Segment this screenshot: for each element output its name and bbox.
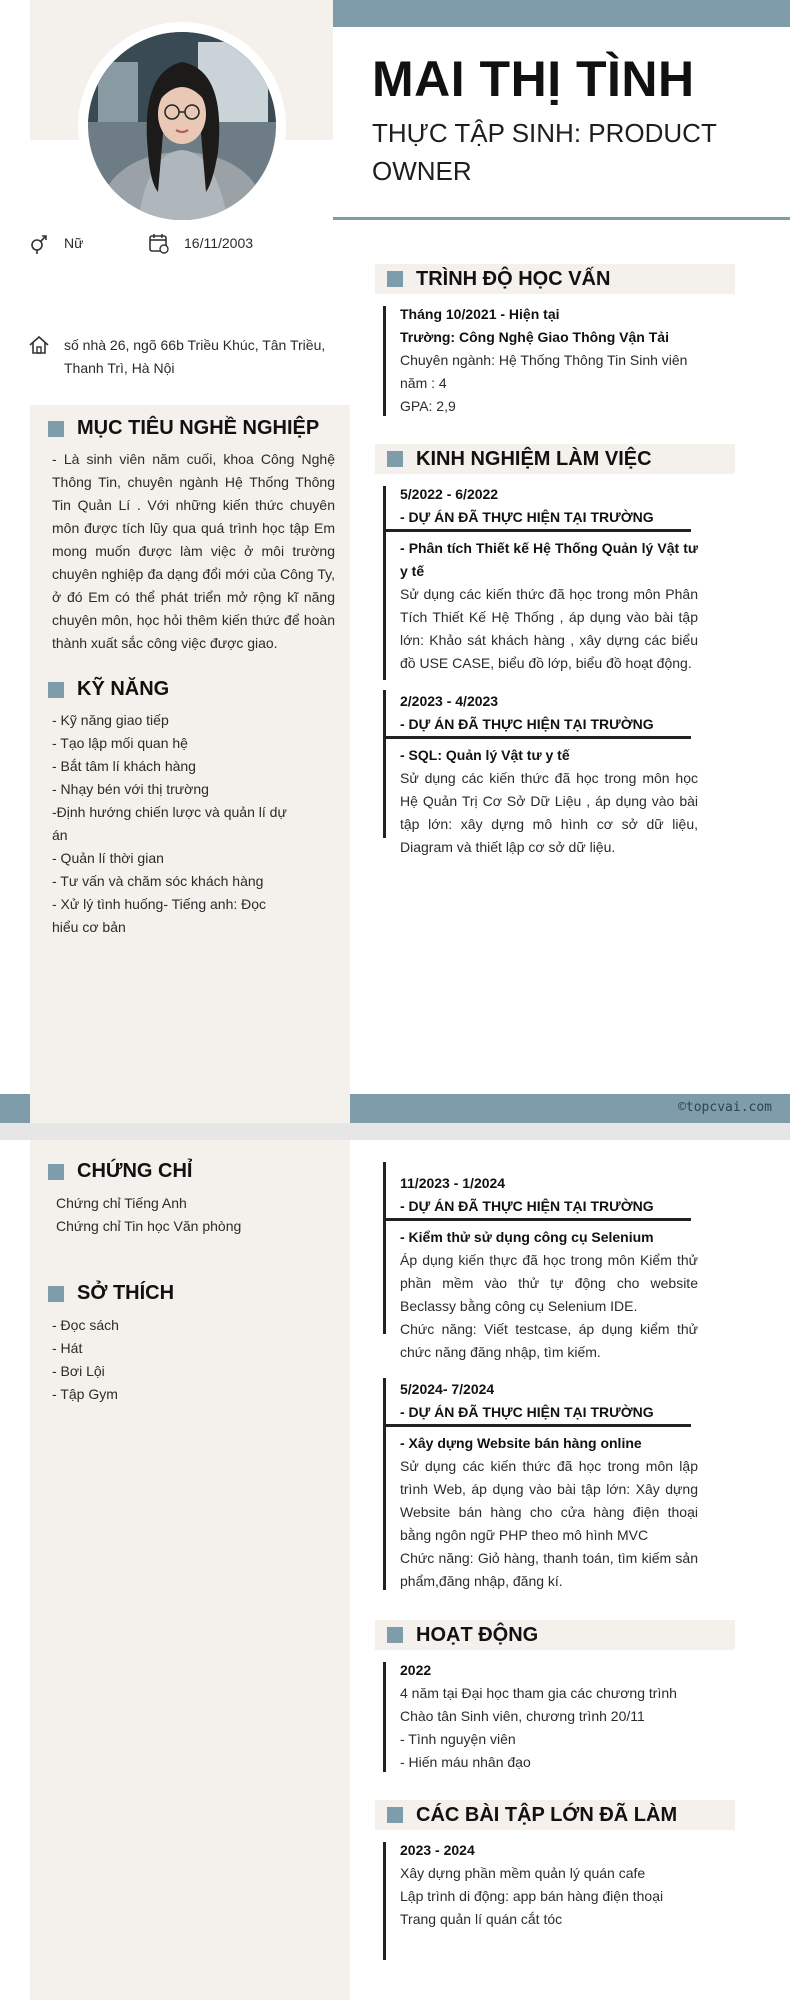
experience-item-3-body <box>400 1226 698 1364</box>
experience-item-4-header <box>400 1378 698 1424</box>
experience-divider <box>385 1218 691 1221</box>
experience-project: - Kiểm thử sử dụng công cụ Selenium <box>400 1229 654 1245</box>
certificates-heading <box>48 1160 192 1183</box>
experience-divider <box>385 736 691 739</box>
list-item: Xây dựng phần mềm quản lý quán cafe <box>400 1865 646 1881</box>
experience-type: - DỰ ÁN ĐÃ THỰC HIỆN TẠI TRƯỜNG <box>400 1198 654 1214</box>
experience-type: - DỰ ÁN ĐÃ THỰC HIỆN TẠI TRƯỜNG <box>400 716 654 732</box>
experience-item-4-body <box>400 1432 698 1593</box>
timeline-line <box>383 1842 386 1960</box>
list-item: Chứng chỉ Tin học Văn phòng <box>56 1218 242 1234</box>
list-item: - Tập Gym <box>52 1386 118 1402</box>
experience-project: - Xây dựng Website bán hàng online <box>400 1435 642 1451</box>
list-item: - Hiến máu nhân đạo <box>400 1754 531 1770</box>
experience-period: 2/2023 - 4/2023 <box>400 693 499 709</box>
timeline-line <box>383 1662 386 1772</box>
page-gap <box>0 1123 790 1140</box>
list-item: hiểu cơ bản <box>52 919 126 935</box>
list-item: - Kỹ năng giao tiếp <box>52 712 169 728</box>
hobbies-title: SỞ THÍCH <box>77 1282 175 1304</box>
gender-value: Nữ <box>64 235 84 251</box>
experience-item-2-header <box>400 690 698 736</box>
experience-func: Chức năng: Viết testcase, áp dụng kiểm thử chức năng đăng nhập, tìm kiếm. <box>400 1321 698 1360</box>
timeline-line <box>383 690 386 838</box>
gender-icon <box>28 232 50 254</box>
objective-title: MỤC TIÊU NGHỀ NGHIỆP <box>77 417 320 439</box>
section-square-icon <box>48 1286 64 1302</box>
avatar <box>88 32 276 220</box>
list-item: - Tạo lập mối quan hệ <box>52 735 188 751</box>
experience-period: 11/2023 - 1/2024 <box>400 1175 506 1191</box>
experience-type: - DỰ ÁN ĐÃ THỰC HIỆN TẠI TRƯỜNG <box>400 509 654 525</box>
certificates-title: CHỨNG CHỈ <box>77 1160 193 1182</box>
activities-title: HOẠT ĐỘNG <box>416 1623 539 1646</box>
experience-func: Chức năng: Giỏ hàng, thanh toán, tìm kiếm sản phẩm,đăng nhập, đăng kí. <box>400 1550 698 1589</box>
skills-heading <box>48 678 169 701</box>
section-square-icon <box>387 1627 403 1643</box>
assignments-period: 2023 - 2024 <box>400 1842 475 1858</box>
experience-period: 5/2024- 7/2024 <box>400 1381 495 1397</box>
experience-desc: Sử dụng các kiến thức đã học trong môn học Hệ Quản Trị Cơ Sở Dữ Liệu , áp dụng vào bài tập lớn: xây dựng mô hình cơ sở dữ liệu, Diagram và thiết lập cơ sở dữ liệu. <box>400 770 698 855</box>
assignments-heading <box>375 1800 735 1830</box>
section-square-icon <box>48 421 64 437</box>
candidate-role: THỰC TẬP SINH: PRODUCT OWNER <box>372 118 717 186</box>
experience-divider <box>385 1424 691 1427</box>
address-value: số nhà 26, ngõ 66b Triều Khúc, Tân Triều, Thanh Trì, Hà Nội <box>64 337 326 376</box>
timeline-line <box>383 306 386 416</box>
list-item: - Nhạy bén với thị trường <box>52 781 209 797</box>
hobbies-list <box>52 1314 335 1406</box>
experience-period: 5/2022 - 6/2022 <box>400 486 499 502</box>
list-item: - Hát <box>52 1340 83 1356</box>
experience-title: KINH NGHIỆM LÀM VIỆC <box>416 447 652 470</box>
activities-entry <box>400 1659 698 1774</box>
watermark: ©topcvai.com <box>678 1100 772 1115</box>
education-period: Tháng 10/2021 - Hiện tại <box>400 306 560 322</box>
calendar-icon <box>148 232 170 254</box>
objective-text: - Là sinh viên năm cuối, khoa Công Nghệ Thông Tin, chuyên ngành Hệ Thống Thông Tin Quản Lí . Với những kiến thức chuyên môn được tích lũy qua quá trình học tập Em mong muốn được làm việc ở môi trường chuyên nghiệp đa dạng đổi mới của Công Ty, ở đó Em có thể phát triển mở rộng kĩ năng chuyên môn, học hỏi thêm kiến thức để hoàn thành xuất sắc công việc được giao. <box>52 451 335 651</box>
experience-project: - SQL: Quản lý Vật tư y tế <box>400 747 570 763</box>
experience-desc: Sử dụng các kiến thức đã học trong môn lập trình Web, áp dụng vào bài tập lớn: Xây dựng Website bán hàng cho cửa hàng điện thoại bằng ngôn ngữ PHP theo mô hình MVC <box>400 1458 698 1543</box>
hobbies-heading <box>48 1282 174 1305</box>
section-square-icon <box>387 271 403 287</box>
list-item: - Tình nguyện viên <box>400 1731 516 1747</box>
list-item: - Tư vấn và chăm sóc khách hàng <box>52 873 264 889</box>
experience-desc: Sử dụng các kiến thức đã học trong môn Phân Tích Thiết Kế Hệ Thống , áp dụng vào bài tập lớn: Khảo sát khách hàng , xây dựng các biểu đồ USE CASE, biểu đồ lớp, biểu đồ hoạt động. <box>400 586 698 671</box>
list-item: - Đọc sách <box>52 1317 119 1333</box>
birthday-value: 16/11/2003 <box>184 235 254 251</box>
home-icon <box>28 334 50 356</box>
experience-type: - DỰ ÁN ĐÃ THỰC HIỆN TẠI TRƯỜNG <box>400 1404 654 1420</box>
skills-title: KỸ NĂNG <box>77 678 170 700</box>
candidate-name: MAI THỊ TÌNH <box>372 51 695 107</box>
assignments-title: CÁC BÀI TẬP LỚN ĐÃ LÀM <box>416 1803 678 1826</box>
experience-item-1-header <box>400 483 698 529</box>
experience-item-3-header <box>400 1172 698 1218</box>
experience-desc: Áp dụng kiến thực đã học trong môn Kiểm thử phần mềm vào thử tự động cho website Beclassy bằng công cụ Selenium IDE. <box>400 1252 698 1314</box>
section-square-icon <box>387 1807 403 1823</box>
list-item: - Xử lý tình huống- Tiếng anh: Đọc <box>52 896 267 912</box>
activities-year: 2022 <box>400 1662 432 1678</box>
section-square-icon <box>387 451 403 467</box>
left-column-panel <box>30 1140 350 2000</box>
education-entry <box>400 303 698 418</box>
list-item: Trang quản lí quán cắt tóc <box>400 1911 563 1927</box>
experience-project: - Phân tích Thiết kế Hệ Thống Quản lý Vật tư y tế <box>400 540 698 579</box>
bottom-bar-panel <box>30 1094 350 1123</box>
timeline-line <box>383 1162 386 1334</box>
objective-heading <box>48 417 319 440</box>
experience-divider <box>385 529 691 532</box>
section-square-icon <box>48 1164 64 1180</box>
list-item: Lập trình di động: app bán hàng điện thoại <box>400 1888 664 1904</box>
education-major: Chuyên ngành: Hệ Thống Thông Tin Sinh viên năm : 4 <box>400 352 688 391</box>
timeline-line <box>383 486 386 680</box>
activities-heading <box>375 1620 735 1650</box>
education-school: Trường: Công Nghệ Giao Thông Vận Tải <box>400 329 669 345</box>
experience-item-1-body <box>400 537 698 675</box>
experience-item-2-body <box>400 744 698 859</box>
top-accent-bar <box>333 0 790 27</box>
cv-page-2 <box>0 1140 790 2000</box>
timeline-line <box>383 1378 386 1590</box>
list-item: - Bơi Lội <box>52 1363 105 1379</box>
header-divider <box>333 217 790 220</box>
list-item: -Định hướng chiến lược và quản lí dự <box>52 804 287 820</box>
experience-heading <box>375 444 735 474</box>
list-item: - Quản lí thời gian <box>52 850 164 866</box>
list-item: Chứng chỉ Tiếng Anh <box>56 1195 187 1211</box>
skills-list <box>52 709 335 939</box>
list-item: - Bắt tâm lí khách hàng <box>52 758 196 774</box>
list-item: 4 năm tại Đại học tham gia các chương trình Chào tân Sinh viên, chương trình 20/11 <box>400 1685 677 1724</box>
education-gpa: GPA: 2,9 <box>400 398 456 414</box>
section-square-icon <box>48 682 64 698</box>
education-heading <box>375 264 735 294</box>
list-item: án <box>52 827 68 843</box>
assignments-entry <box>400 1839 698 1931</box>
certificates-list <box>56 1192 339 1238</box>
education-title: TRÌNH ĐỘ HỌC VẤN <box>416 267 611 290</box>
